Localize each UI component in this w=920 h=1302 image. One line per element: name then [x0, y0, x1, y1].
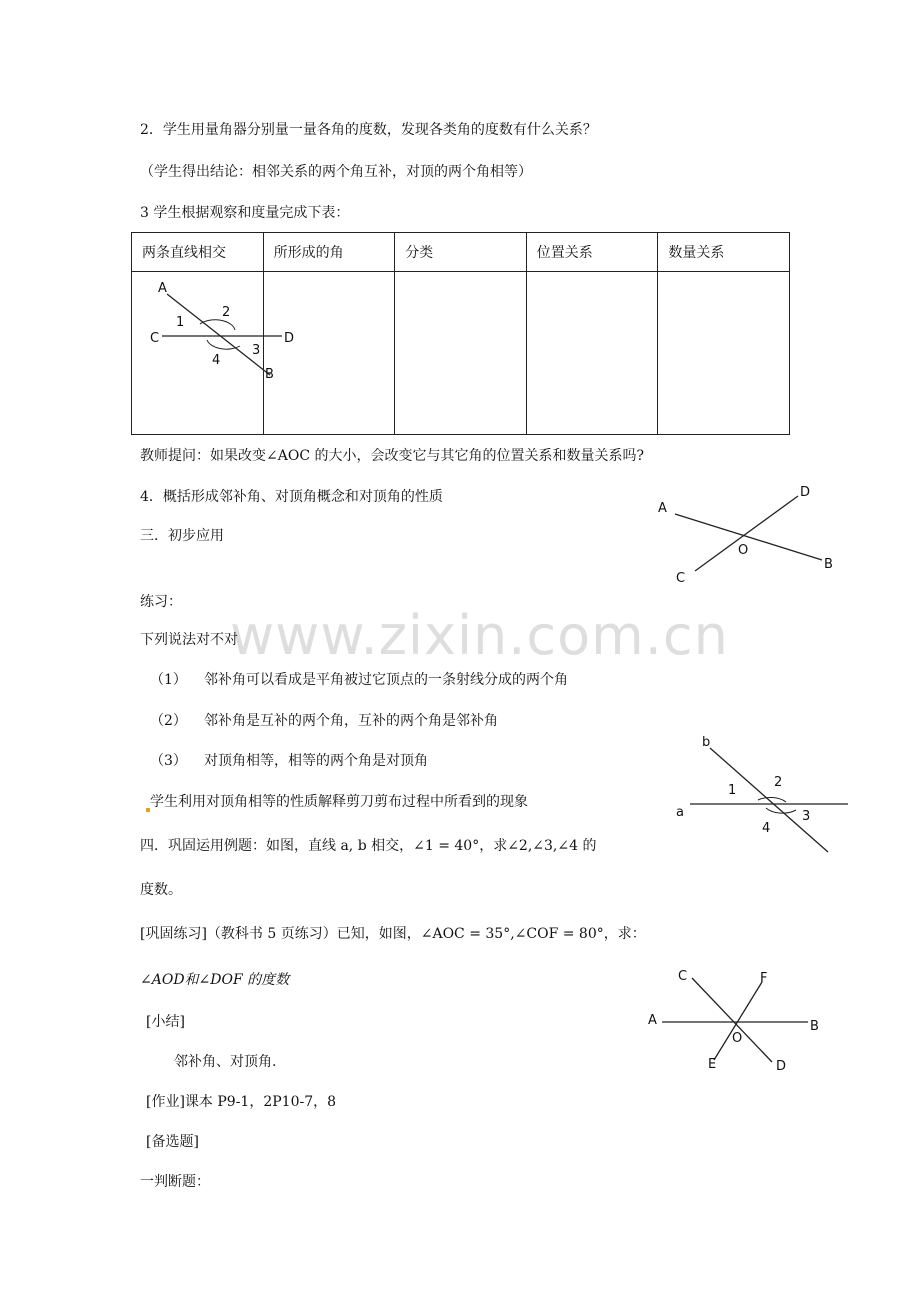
watermark: www.zixin.com.cn: [230, 604, 729, 667]
text-line-6: 三．初步应用: [140, 528, 224, 544]
text-line-15: [巩固练习]（教科书 5 页练习）已知，如图，∠AOC = 35°,∠COF = 80°，求：: [140, 926, 646, 942]
lines-a-b-figure: [668, 720, 853, 860]
text-line-4: 教师提问：如果改变∠AOC 的大小，会改变它与其它角的位置关系和数量关系吗?: [140, 448, 644, 464]
text-line-3: 3 学生根据观察和度量完成下表：: [140, 205, 350, 221]
label-b: b: [702, 735, 711, 750]
text-line-16: ∠AOD和∠DOF 的度数: [140, 972, 290, 988]
label-C: C: [150, 331, 160, 347]
label-2: 2: [222, 305, 231, 321]
item-number-2: （2）: [150, 713, 187, 729]
table-header: 两条直线相交: [132, 233, 264, 272]
text-line-2: （学生得出结论：相邻关系的两个角互补，对顶的两个角相等）: [140, 164, 532, 180]
text-line-12-content: 学生利用对顶角相等的性质解释剪刀剪布过程中所看到的现象: [150, 794, 528, 810]
lines-cfabed-figure: [640, 958, 830, 1078]
table-cell: [395, 272, 527, 435]
label-C: C: [676, 571, 686, 586]
label-O: O: [732, 1031, 743, 1046]
table-header: 位置关系: [526, 233, 658, 272]
table-header: 所形成的角: [263, 233, 395, 272]
table-cell-figure: [132, 272, 295, 435]
observation-table: [131, 232, 790, 435]
text-line-13: 四．巩固运用例题：如图，直线 a, b 相交，∠1 = 40°，求∠2,∠3,∠4 的: [140, 838, 597, 854]
label-A: A: [658, 501, 667, 516]
label-B: B: [824, 557, 833, 572]
label-3: 3: [802, 809, 811, 824]
text-line-7: 练习：: [140, 594, 182, 610]
label-2: 2: [774, 775, 783, 790]
label-3: 3: [252, 343, 261, 359]
text-line-5: 4．概括形成邻补角、对顶角概念和对顶角的性质: [140, 489, 443, 505]
label-D: D: [284, 331, 295, 347]
text-line-21: 一判断题：: [140, 1174, 210, 1190]
table-cell: [526, 272, 658, 435]
label-O: O: [738, 543, 749, 558]
text-line-11: 对顶角相等，相等的两个角是对顶角: [204, 753, 428, 769]
table-cell: [263, 272, 395, 435]
table-header: 分类: [395, 233, 527, 272]
text-line-8: 下列说法对不对: [140, 632, 238, 648]
label-a: a: [676, 805, 684, 820]
label-A: A: [648, 1013, 657, 1028]
label-A: A: [158, 281, 167, 297]
text-line-10: 邻补角是互补的两个角，互补的两个角是邻补角: [204, 713, 498, 729]
label-1: 1: [176, 315, 185, 331]
lines-ab-cd-figure: [650, 478, 850, 588]
text-line-14: 度数。: [140, 882, 182, 898]
label-F: F: [760, 971, 768, 986]
text-line-1: 2．学生用量角器分别量一量各角的度数，发现各类角的度数有什么关系？: [140, 122, 597, 138]
text-line-20: [备选题]: [146, 1134, 199, 1150]
label-E: E: [708, 1057, 717, 1072]
label-4: 4: [762, 821, 771, 836]
item-number-1: （1）: [150, 672, 187, 688]
text-line-12: [146, 792, 528, 812]
text-line-9: 邻补角可以看成是平角被过它顶点的一条射线分成的两个角: [204, 672, 568, 688]
label-B: B: [265, 367, 274, 383]
label-1: 1: [728, 783, 737, 798]
table-header: 数量关系: [658, 233, 790, 272]
item-number-3: （3）: [150, 753, 187, 769]
label-B: B: [810, 1019, 819, 1034]
text-line-18: 邻补角、对顶角.: [174, 1054, 277, 1070]
text-line-17: [小结]: [146, 1014, 185, 1030]
label-D: D: [800, 485, 811, 500]
label-C: C: [678, 969, 688, 984]
label-4: 4: [212, 353, 221, 369]
table-cell: [658, 272, 790, 435]
label-D: D: [776, 1059, 787, 1074]
text-line-19: [作业]课本 P9-1，2P10-7，8: [146, 1094, 337, 1110]
